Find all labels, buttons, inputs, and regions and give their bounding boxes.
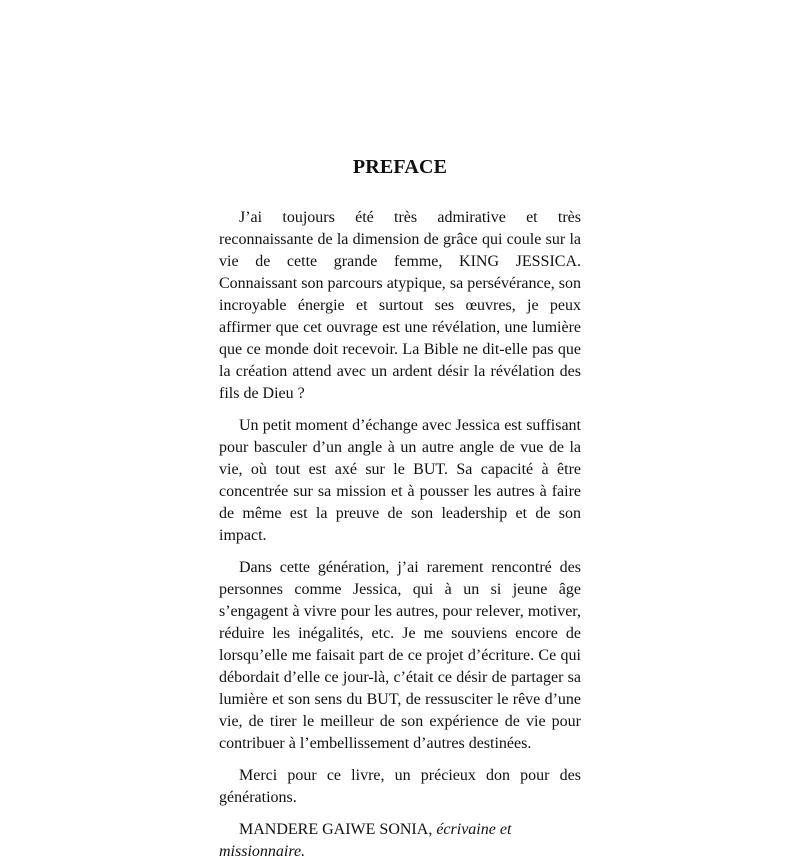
- page-title: PREFACE: [352, 156, 448, 178]
- paragraph-1: J’ai toujours été très admirative et très reconnaissante de la dimension de grâce qui coule sur la vie de cette grande femme, KING JESSICA. Connaissant son parcours atypique, sa persévérance, son incroyable énergie et surtout ses œuvres, je peux affirmer que cet ouvrage est une révélation, une lumière que ce monde doit recevoir. La Bible ne dit-elle pas que la création attend avec un ardent désir la révélation des fils de Dieu ?: [219, 209, 581, 402]
- paragraph-3: Dans cette génération, j’ai rarement rencontré des personnes comme Jessica, qui à un si jeune âge s’engagent à vivre pour les autres, pour relever, motiver, réduire les inégalités, etc. Je me souviens encore de lorsqu’elle me faisait part de ce projet d’écriture. Ce qui débordait d’elle ce jour-là, c’était ce désir de partager sa lumière et son sens du BUT, de ressusciter le rêve d’une vie, de tirer le meilleur de son expérience de vie pour contribuer à l’embellissement d’autres destinées.: [219, 559, 581, 752]
- preface-body: [219, 207, 581, 863]
- signature-line: [219, 819, 581, 863]
- signature-role: écrivaine et missionnaire.: [219, 821, 512, 860]
- paragraph-4: Merci pour ce livre, un précieux don pour des générations.: [219, 767, 581, 806]
- paragraph-2: Un petit moment d’échange avec Jessica est suffisant pour basculer d’un angle à un autre angle de vue de la vie, où tout est axé sur le BUT. Sa capacité à être concentrée sur sa mission et à pousser les autres à faire de même est la preuve de son leadership et de son impact.: [219, 417, 581, 544]
- signature-name: MANDERE GAIWE SONIA,: [239, 821, 433, 838]
